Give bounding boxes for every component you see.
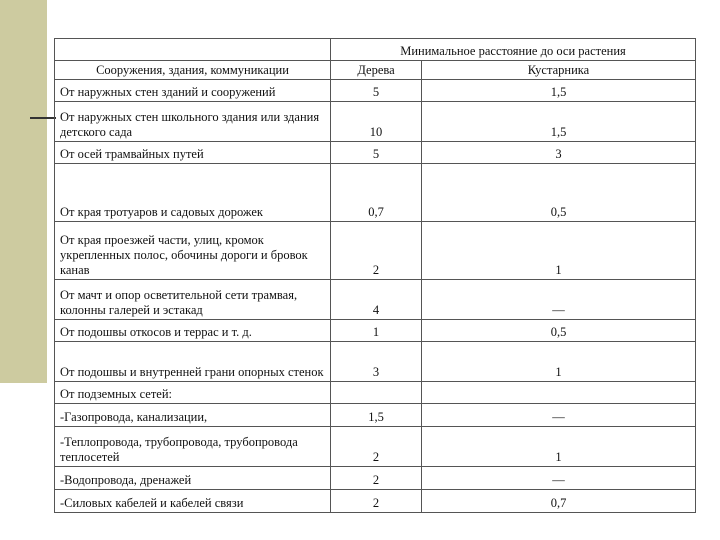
- row-label: От наружных стен зданий и сооружений: [55, 80, 331, 102]
- row-label: -Газопровода, канализации,: [55, 404, 331, 427]
- tree-distance: 1: [331, 320, 422, 342]
- tree-distance: 1,5: [331, 404, 422, 427]
- column-header-trees: Дерева: [331, 61, 422, 80]
- shrub-distance: 1: [422, 342, 696, 382]
- shrub-distance: 1: [422, 222, 696, 280]
- tree-distance: 2: [331, 467, 422, 490]
- tree-distance: [331, 382, 422, 404]
- table-row: [55, 222, 696, 280]
- shrub-distance: [422, 382, 696, 404]
- shrub-distance: 0,7: [422, 490, 696, 513]
- decorative-side-bar: [0, 0, 47, 383]
- shrub-distance: 3: [422, 142, 696, 164]
- shrub-distance: —: [422, 467, 696, 490]
- decorative-accent-line: [30, 117, 56, 119]
- tree-distance: 2: [331, 222, 422, 280]
- table-row: [55, 320, 696, 342]
- table-group-header-row: [55, 39, 696, 61]
- shrub-distance: 1,5: [422, 102, 696, 142]
- row-label: -Водопровода, дренажей: [55, 467, 331, 490]
- row-label: -Теплопровода, трубопровода, трубопровода теплосетей: [55, 427, 331, 467]
- row-label: От мачт и опор осветительной сети трамвая, колонны галерей и эстакад: [55, 280, 331, 320]
- distance-table: [54, 38, 696, 513]
- row-label: От края проезжей части, улиц, кромок укрепленных полос, обочины дороги и бровок канав: [55, 222, 331, 280]
- empty-header-cell: [55, 39, 331, 61]
- group-header-cell: Минимальное расстояние до оси растения: [331, 39, 696, 61]
- row-label: От подошвы откосов и террас и т. д.: [55, 320, 331, 342]
- table-row: [55, 427, 696, 467]
- tree-distance: 5: [331, 80, 422, 102]
- shrub-distance: —: [422, 280, 696, 320]
- table-row: [55, 404, 696, 427]
- table-row: [55, 142, 696, 164]
- table-row: [55, 342, 696, 382]
- table-row: [55, 467, 696, 490]
- row-label: От края тротуаров и садовых дорожек: [55, 164, 331, 222]
- table-row: [55, 164, 696, 222]
- shrub-distance: 1: [422, 427, 696, 467]
- row-label: От осей трамвайных путей: [55, 142, 331, 164]
- shrub-distance: 1,5: [422, 80, 696, 102]
- row-label: От наружных стен школьного здания или здания детского сада: [55, 102, 331, 142]
- tree-distance: 3: [331, 342, 422, 382]
- column-header-shrubs: Кустарника: [422, 61, 696, 80]
- shrub-distance: 0,5: [422, 164, 696, 222]
- shrub-distance: 0,5: [422, 320, 696, 342]
- table-row: [55, 280, 696, 320]
- table-row: [55, 382, 696, 404]
- column-header-structures: Сооружения, здания, коммуникации: [55, 61, 331, 80]
- tree-distance: 10: [331, 102, 422, 142]
- tree-distance: 5: [331, 142, 422, 164]
- table-row: [55, 80, 696, 102]
- table-header-row: [55, 61, 696, 80]
- tree-distance: 0,7: [331, 164, 422, 222]
- row-label: -Силовых кабелей и кабелей связи: [55, 490, 331, 513]
- tree-distance: 2: [331, 427, 422, 467]
- table-row: [55, 102, 696, 142]
- shrub-distance: —: [422, 404, 696, 427]
- tree-distance: 2: [331, 490, 422, 513]
- row-label: От подземных сетей:: [55, 382, 331, 404]
- tree-distance: 4: [331, 280, 422, 320]
- table-row: [55, 490, 696, 513]
- row-label: От подошвы и внутренней грани опорных стенок: [55, 342, 331, 382]
